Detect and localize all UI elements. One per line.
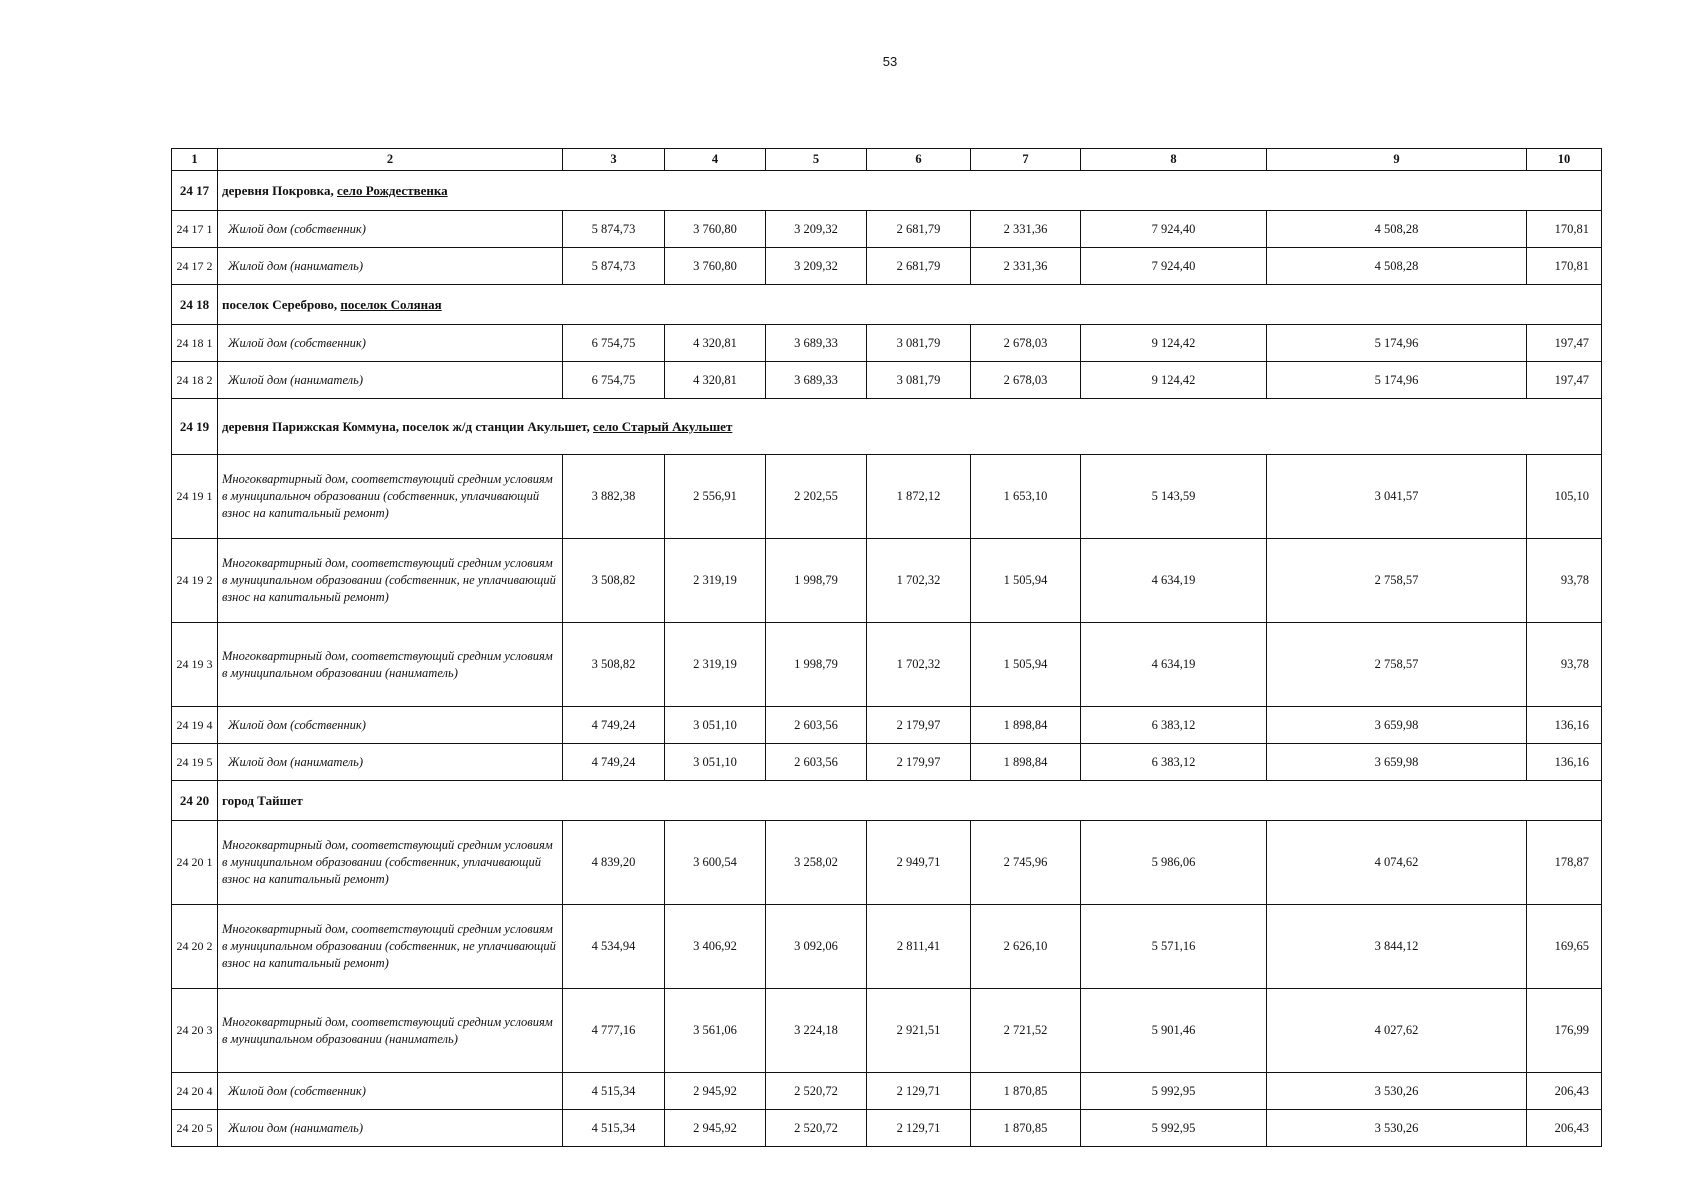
tariff-value: 2 129,71 xyxy=(867,1073,971,1110)
tariff-value: 170,81 xyxy=(1527,248,1602,285)
tariff-value: 3 689,33 xyxy=(766,362,867,399)
tariff-value: 3 659,98 xyxy=(1267,744,1527,781)
tariff-value: 3 530,26 xyxy=(1267,1073,1527,1110)
row-name: Многоквартирный дом, соответствующий средним условиям в муниципальном образовании (наниматель) xyxy=(218,989,563,1073)
table-row xyxy=(172,362,1602,399)
tariff-value: 3 209,32 xyxy=(766,211,867,248)
tariff-value: 2 758,57 xyxy=(1267,539,1527,623)
tariff-value: 2 331,36 xyxy=(971,248,1081,285)
tariff-value: 93,78 xyxy=(1527,623,1602,707)
tariff-value: 5 874,73 xyxy=(563,211,665,248)
tariff-value: 3 041,57 xyxy=(1267,455,1527,539)
row-code: 24 18 1 xyxy=(172,325,218,362)
tariff-value: 4 777,16 xyxy=(563,989,665,1073)
tariff-value: 206,43 xyxy=(1527,1073,1602,1110)
group-title-underlined: поселок Соляная xyxy=(340,297,442,312)
tariff-value: 2 626,10 xyxy=(971,905,1081,989)
tariff-value: 4 027,62 xyxy=(1267,989,1527,1073)
row-name: Жилой дом (собственник) xyxy=(218,211,563,248)
tariff-value: 7 924,40 xyxy=(1081,248,1267,285)
tariff-value: 4 515,34 xyxy=(563,1073,665,1110)
tariff-value: 2 678,03 xyxy=(971,325,1081,362)
table-row xyxy=(172,1073,1602,1110)
group-title xyxy=(218,285,1602,325)
header-row xyxy=(172,149,1602,171)
tariff-value: 3 760,80 xyxy=(665,248,766,285)
tariff-value: 6 754,75 xyxy=(563,325,665,362)
tariff-value: 5 992,95 xyxy=(1081,1073,1267,1110)
tariff-value: 4 320,81 xyxy=(665,362,766,399)
row-name: Многоквартирный дом, соответствующий средним условиям в муниципальном образовании (собственник, не уплачивающий взнос на капитальный ремонт) xyxy=(218,905,563,989)
column-header: 3 xyxy=(563,149,665,171)
page-number: 53 xyxy=(882,54,898,69)
row-name: Жилой дом (собственник) xyxy=(218,707,563,744)
tariff-value: 5 174,96 xyxy=(1267,325,1527,362)
tariff-value: 1 898,84 xyxy=(971,707,1081,744)
tariff-value: 197,47 xyxy=(1527,362,1602,399)
tariff-value: 4 508,28 xyxy=(1267,248,1527,285)
tariff-value: 3 051,10 xyxy=(665,707,766,744)
column-header: 9 xyxy=(1267,149,1527,171)
tariff-value: 6 754,75 xyxy=(563,362,665,399)
tariff-value: 1 505,94 xyxy=(971,623,1081,707)
row-name: Жилои дом (наниматель) xyxy=(218,1110,563,1147)
tariff-value: 2 745,96 xyxy=(971,821,1081,905)
tariff-value: 4 839,20 xyxy=(563,821,665,905)
group-title xyxy=(218,171,1602,211)
tariff-value: 1 653,10 xyxy=(971,455,1081,539)
tariff-value: 2 681,79 xyxy=(867,211,971,248)
tariff-value: 5 901,46 xyxy=(1081,989,1267,1073)
tariff-value: 1 702,32 xyxy=(867,539,971,623)
group-title xyxy=(218,781,1602,821)
tariff-value: 2 921,51 xyxy=(867,989,971,1073)
row-code: 24 17 1 xyxy=(172,211,218,248)
tariff-value: 1 870,85 xyxy=(971,1110,1081,1147)
tariff-value: 1 898,84 xyxy=(971,744,1081,781)
tariff-value: 93,78 xyxy=(1527,539,1602,623)
tariff-value: 2 811,41 xyxy=(867,905,971,989)
tariff-value: 3 508,82 xyxy=(563,539,665,623)
row-code: 24 19 3 xyxy=(172,623,218,707)
row-name: Многоквартирный дом, соответствующий средним условиям в муниципальном образовании (собственник, не уплачивающий взнос на капитальный ремонт) xyxy=(218,539,563,623)
group-title xyxy=(218,399,1602,455)
tariff-value: 2 556,91 xyxy=(665,455,766,539)
tariff-value: 170,81 xyxy=(1527,211,1602,248)
row-code: 24 20 1 xyxy=(172,821,218,905)
tariff-value: 2 678,03 xyxy=(971,362,1081,399)
tariff-value: 1 870,85 xyxy=(971,1073,1081,1110)
tariff-value: 1 998,79 xyxy=(766,623,867,707)
group-code: 24 17 xyxy=(172,171,218,211)
group-title-underlined: село Старый Акульшет xyxy=(593,419,733,434)
tariff-value: 2 945,92 xyxy=(665,1073,766,1110)
tariff-value: 4 074,62 xyxy=(1267,821,1527,905)
tariff-value: 3 844,12 xyxy=(1267,905,1527,989)
tariff-value: 1 702,32 xyxy=(867,623,971,707)
tariff-value: 9 124,42 xyxy=(1081,362,1267,399)
tariff-value: 1 998,79 xyxy=(766,539,867,623)
row-code: 24 19 5 xyxy=(172,744,218,781)
tariff-value: 206,43 xyxy=(1527,1110,1602,1147)
tariff-value: 3 600,54 xyxy=(665,821,766,905)
tariff-value: 5 174,96 xyxy=(1267,362,1527,399)
row-code: 24 19 1 xyxy=(172,455,218,539)
tariff-value: 178,87 xyxy=(1527,821,1602,905)
row-name: Жилой дом (наниматель) xyxy=(218,744,563,781)
tariff-value: 3 760,80 xyxy=(665,211,766,248)
tariff-value: 2 179,97 xyxy=(867,744,971,781)
tariff-value: 3 092,06 xyxy=(766,905,867,989)
row-code: 24 20 5 xyxy=(172,1110,218,1147)
group-code: 24 18 xyxy=(172,285,218,325)
tariff-value: 4 320,81 xyxy=(665,325,766,362)
tariff-value: 176,99 xyxy=(1527,989,1602,1073)
tariff-value: 4 749,24 xyxy=(563,744,665,781)
tariff-value: 4 534,94 xyxy=(563,905,665,989)
tariff-value: 197,47 xyxy=(1527,325,1602,362)
tariff-value: 3 081,79 xyxy=(867,362,971,399)
group-row xyxy=(172,399,1602,455)
tariff-value: 3 530,26 xyxy=(1267,1110,1527,1147)
tariff-value: 3 659,98 xyxy=(1267,707,1527,744)
group-title-text: город Тайшет xyxy=(222,793,303,808)
tariff-value: 5 986,06 xyxy=(1081,821,1267,905)
tariff-value: 2 202,55 xyxy=(766,455,867,539)
column-header: 7 xyxy=(971,149,1081,171)
column-header: 6 xyxy=(867,149,971,171)
row-name: Многоквартирный дом, соответствующий средним условиям в муниципальном образовании (собственник, уплачивающий взнос на капитальный ремонт) xyxy=(218,821,563,905)
tariff-value: 2 129,71 xyxy=(867,1110,971,1147)
tariff-value: 4 634,19 xyxy=(1081,539,1267,623)
tariff-value: 3 081,79 xyxy=(867,325,971,362)
table-row xyxy=(172,623,1602,707)
table-row xyxy=(172,707,1602,744)
tariff-value: 5 874,73 xyxy=(563,248,665,285)
tariff-value: 3 224,18 xyxy=(766,989,867,1073)
tariff-value: 2 681,79 xyxy=(867,248,971,285)
row-name: Жилой дом (наниматель) xyxy=(218,362,563,399)
table-row xyxy=(172,905,1602,989)
group-title-text: деревня Парижская Коммуна, поселок ж/д станции Акульшет, xyxy=(222,419,590,434)
tariff-value: 2 758,57 xyxy=(1267,623,1527,707)
tariff-value: 4 515,34 xyxy=(563,1110,665,1147)
table-row xyxy=(172,1110,1602,1147)
column-header: 10 xyxy=(1527,149,1602,171)
tariff-value: 2 603,56 xyxy=(766,707,867,744)
group-code: 24 20 xyxy=(172,781,218,821)
tariff-value: 6 383,12 xyxy=(1081,707,1267,744)
row-code: 24 20 4 xyxy=(172,1073,218,1110)
tariff-value: 3 406,92 xyxy=(665,905,766,989)
table-row xyxy=(172,455,1602,539)
tariff-value: 2 331,36 xyxy=(971,211,1081,248)
tariff-value: 105,10 xyxy=(1527,455,1602,539)
tariff-value: 2 949,71 xyxy=(867,821,971,905)
tariff-value: 2 319,19 xyxy=(665,539,766,623)
row-name: Жилой дом (собственник) xyxy=(218,1073,563,1110)
tariff-value: 136,16 xyxy=(1527,707,1602,744)
table-row xyxy=(172,211,1602,248)
tariff-value: 2 319,19 xyxy=(665,623,766,707)
tariff-value: 6 383,12 xyxy=(1081,744,1267,781)
tariff-value: 3 561,06 xyxy=(665,989,766,1073)
tariff-value: 2 603,56 xyxy=(766,744,867,781)
row-name: Жилой дом (наниматель) xyxy=(218,248,563,285)
column-header: 8 xyxy=(1081,149,1267,171)
tariff-value: 2 945,92 xyxy=(665,1110,766,1147)
group-row xyxy=(172,285,1602,325)
tariff-value: 5 571,16 xyxy=(1081,905,1267,989)
table-row xyxy=(172,744,1602,781)
table-row xyxy=(172,248,1602,285)
tariff-value: 5 992,95 xyxy=(1081,1110,1267,1147)
tariff-value: 2 179,97 xyxy=(867,707,971,744)
tariff-value: 1 505,94 xyxy=(971,539,1081,623)
group-title-text: поселок Сереброво, xyxy=(222,297,338,312)
tariff-value: 3 508,82 xyxy=(563,623,665,707)
row-code: 24 17 2 xyxy=(172,248,218,285)
table-row xyxy=(172,539,1602,623)
table-row xyxy=(172,989,1602,1073)
tariff-value: 3 209,32 xyxy=(766,248,867,285)
group-code: 24 19 xyxy=(172,399,218,455)
tariff-value: 136,16 xyxy=(1527,744,1602,781)
tariff-value: 1 872,12 xyxy=(867,455,971,539)
group-title-underlined: село Рождественка xyxy=(336,183,448,198)
tariff-value: 2 520,72 xyxy=(766,1110,867,1147)
row-code: 24 19 2 xyxy=(172,539,218,623)
group-row xyxy=(172,781,1602,821)
tariff-value: 3 051,10 xyxy=(665,744,766,781)
tariff-table xyxy=(171,148,1602,1147)
tariff-value: 169,65 xyxy=(1527,905,1602,989)
column-header: 2 xyxy=(218,149,563,171)
tariff-value: 4 749,24 xyxy=(563,707,665,744)
row-code: 24 20 2 xyxy=(172,905,218,989)
tariff-value: 2 721,52 xyxy=(971,989,1081,1073)
table-row xyxy=(172,821,1602,905)
row-name: Жилой дом (собственник) xyxy=(218,325,563,362)
column-header: 5 xyxy=(766,149,867,171)
tariff-value: 3 689,33 xyxy=(766,325,867,362)
row-name: Многоквартирный дом, соответствующий средним условиям в муниципальном образовании (наниматель) xyxy=(218,623,563,707)
column-header: 1 xyxy=(172,149,218,171)
tariff-value: 3 882,38 xyxy=(563,455,665,539)
tariff-value: 4 634,19 xyxy=(1081,623,1267,707)
tariff-value: 5 143,59 xyxy=(1081,455,1267,539)
column-header: 4 xyxy=(665,149,766,171)
group-title-text: деревня Покровка, xyxy=(222,183,334,198)
tariff-value: 7 924,40 xyxy=(1081,211,1267,248)
row-name: Многоквартирный дом, соответствующий средним условиям в муниципальноч образовании (собственник, уплачивающий взнос на капитальный ремонт) xyxy=(218,455,563,539)
row-code: 24 20 3 xyxy=(172,989,218,1073)
tariff-value: 3 258,02 xyxy=(766,821,867,905)
table-row xyxy=(172,325,1602,362)
row-code: 24 18 2 xyxy=(172,362,218,399)
group-row xyxy=(172,171,1602,211)
tariff-value: 2 520,72 xyxy=(766,1073,867,1110)
tariff-value: 9 124,42 xyxy=(1081,325,1267,362)
row-code: 24 19 4 xyxy=(172,707,218,744)
tariff-value: 4 508,28 xyxy=(1267,211,1527,248)
